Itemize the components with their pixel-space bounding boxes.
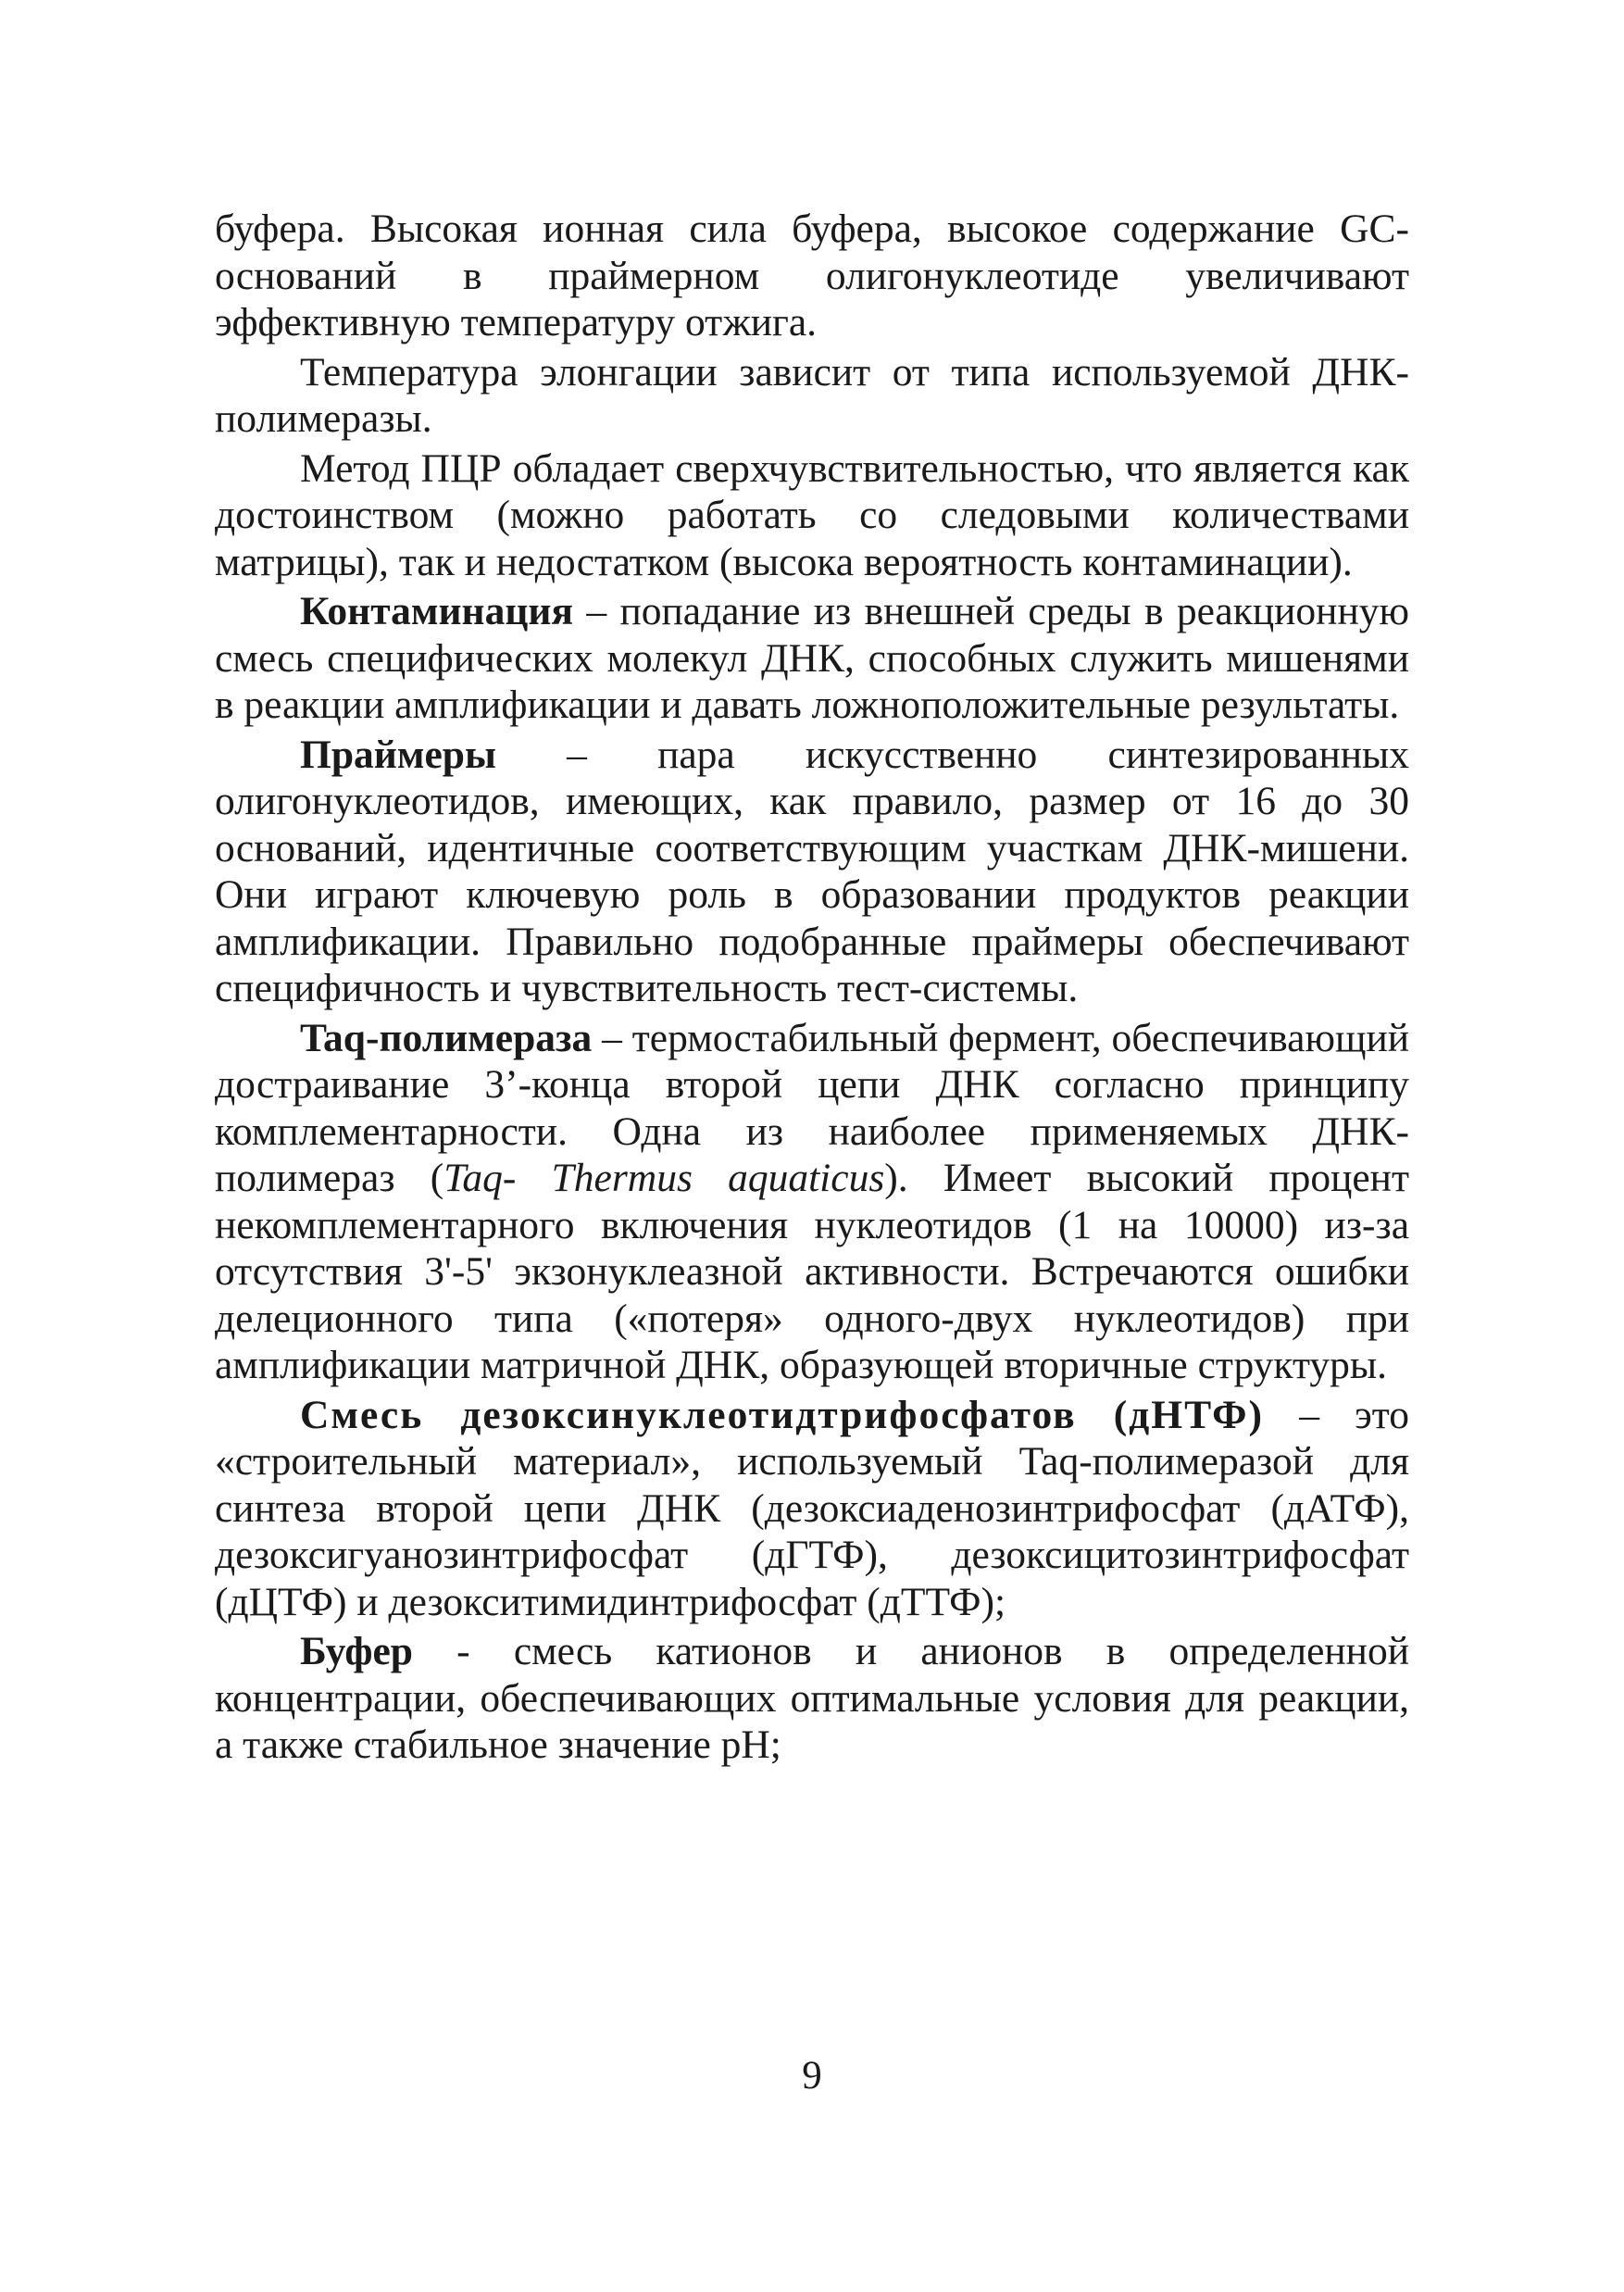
page-body — [215, 206, 1409, 1772]
term-dntp-mix: Смесь дезоксинуклеотидтрифосфатов (дНТФ) — [300, 1392, 1265, 1437]
species-name: Taq- Thermus aquaticus — [443, 1156, 885, 1200]
definition-text: – термостабильный фермент, обеспечивающий достраивание 3’-конца второй цепи ДНК согласно принципу комплементарности. Одна из наиболее применяемых ДНК-полимераз ( — [215, 1015, 1410, 1200]
term-primers: Праймеры — [300, 732, 496, 777]
paragraph-pcr-sensitivity — [215, 445, 1409, 586]
definition-text: – это «строительный материал», используемый Taq-полимеразой для синтеза второй цепи ДНК (дезоксиаденозинтрифосфат (дАТФ), дезоксигуанозинтрифосфат (дГТФ), дезоксицитозинтрифосфат (дЦТФ) и дезокситимидинтрифосфат (дТТФ); — [215, 1392, 1409, 1624]
definition-text: - смесь катионов и анионов в определенной концентрации, обеспечивающих оптимальные условия для реакции, а также стабильное значение pH; — [215, 1629, 1409, 1767]
term-taq-polymerase: Taq-полимераза — [300, 1015, 593, 1060]
paragraph-text: Температура элонгации зависит от типа используемой ДНК-полимеразы. — [215, 349, 1409, 441]
term-buffer: Буфер — [300, 1629, 413, 1673]
page-number: 9 — [802, 2054, 822, 2098]
paragraph-text: буфера. Высокая ионная сила буфера, высокое содержание GC-оснований в праймерном олигонуклеотиде увеличивают эффективную температуру отжига. — [215, 207, 1409, 344]
paragraph-dntp-mix — [215, 1392, 1409, 1626]
paragraph-text: Метод ПЦР обладает сверхчувствительностью, что является как достоинством (можно работать со следовыми количествами матрицы), так и недостатком (высока вероятность контаминации). — [215, 445, 1409, 584]
definition-text: – попадание из внешней среды в реакционную смесь специфических молекул ДНК, способных служить мишенями в реакции амплификации и давать ложноположительные результаты. — [215, 589, 1409, 727]
paragraph-primers — [215, 732, 1409, 1012]
definition-text-continued: ). Имеет высокий процент некомплементарного включения нуклеотидов (1 на 10000) из-за отсутствия 3'-5' экзонуклеазной активности. Встречаются ошибки делеционного типа («потеря» одного-двух нуклеотидов) при амплификации матричной ДНК, образующей вторичные структуры. — [215, 1156, 1409, 1387]
paragraph-elongation-temperature — [215, 349, 1409, 443]
paragraph-taq-polymerase — [215, 1015, 1409, 1389]
paragraph-buffer-continuation — [215, 206, 1409, 346]
paragraph-buffer — [215, 1628, 1409, 1769]
definition-text: – пара искусственно синтезированных олигонуклеотидов, имеющих, как правило, размер от 16 до 30 оснований, идентичные соответствующим участкам ДНК-мишени. Они играют ключевую роль в образовании продуктов реакции амплификации. Правильно подобранные праймеры обеспечивают специфичность и чувствительность тест-системы. — [215, 732, 1409, 1010]
paragraph-contamination — [215, 588, 1409, 729]
term-contamination: Контаминация — [300, 589, 574, 633]
